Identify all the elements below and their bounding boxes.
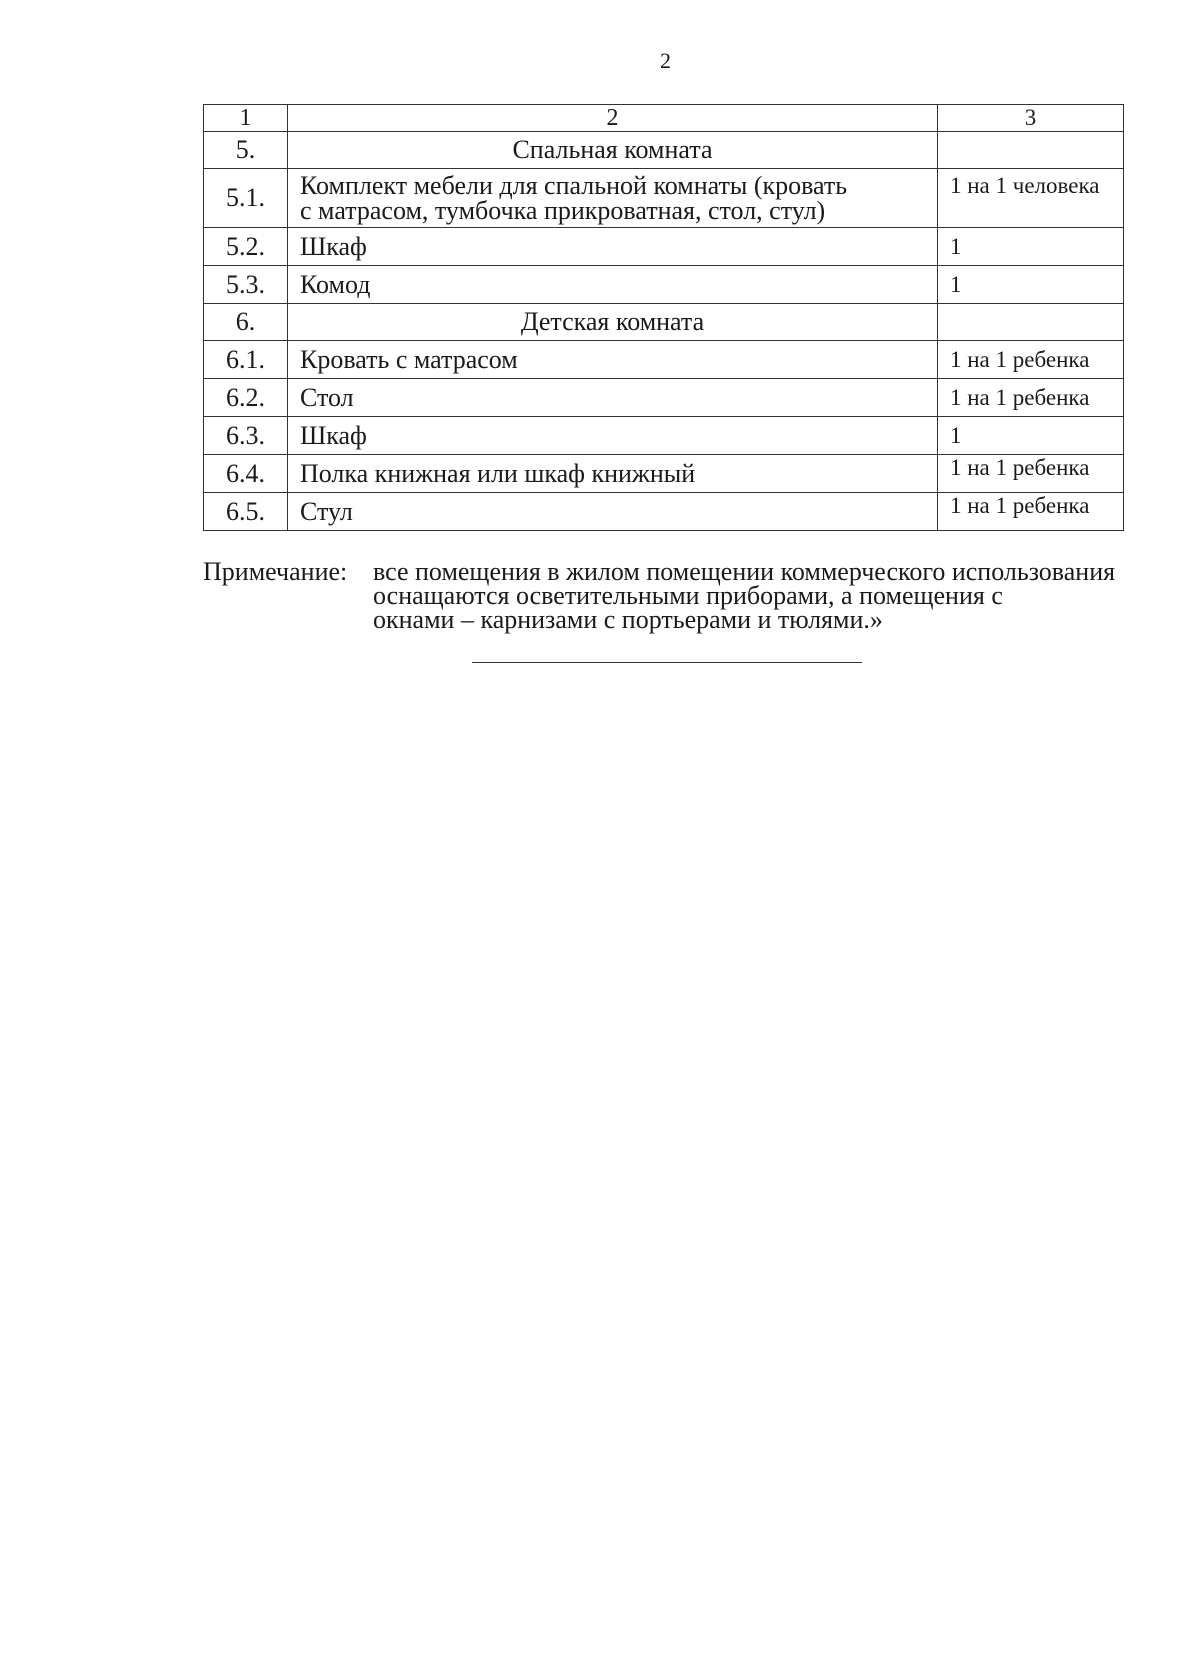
table-row (204, 228, 1124, 266)
row-item-line: Комплект мебели для спальной комнаты (кровать (300, 171, 848, 200)
row-item: Стол (288, 379, 938, 417)
row-quantity: 1 на 1 человека (938, 169, 1124, 228)
table-row (204, 341, 1124, 379)
row-item: Шкаф (288, 417, 938, 455)
row-quantity: 1 (938, 417, 1124, 455)
row-number: 6. (204, 304, 288, 341)
table-row (204, 169, 1124, 228)
row-quantity: 1 (938, 228, 1124, 266)
table-row-section (204, 132, 1124, 169)
table-row (204, 493, 1124, 531)
row-number: 6.2. (204, 379, 288, 417)
note-label: Примечание: (203, 557, 348, 586)
row-quantity: 1 на 1 ребенка (938, 379, 1124, 417)
table-header-row (204, 105, 1124, 132)
table-row-section (204, 304, 1124, 341)
row-item: Кровать с матрасом (288, 341, 938, 379)
row-item-line: с матрасом, тумбочка прикроватная, стол, стул) (300, 196, 826, 225)
row-number: 6.5. (204, 493, 288, 531)
separator-line (472, 662, 862, 663)
row-item: Полка книжная или шкаф книжный (288, 455, 938, 493)
row-number: 6.4. (204, 455, 288, 493)
table-row (204, 455, 1124, 493)
row-number: 5.2. (204, 228, 288, 266)
row-quantity (938, 132, 1124, 169)
note-line: окнами – карнизами с портьерами и тюлями.» (373, 605, 883, 634)
row-item: Шкаф (288, 228, 938, 266)
row-number: 6.1. (204, 341, 288, 379)
row-number: 5.3. (204, 266, 288, 304)
header-col-3: 3 (938, 105, 1124, 132)
row-quantity: 1 (938, 266, 1124, 304)
row-item: Комод (288, 266, 938, 304)
section-title: Детская комната (288, 304, 938, 341)
row-quantity (938, 304, 1124, 341)
table-row (204, 266, 1124, 304)
table-row (204, 417, 1124, 455)
row-quantity: 1 на 1 ребенка (938, 493, 1124, 531)
furniture-table (203, 104, 1124, 531)
header-col-2: 2 (288, 105, 938, 132)
header-col-1: 1 (204, 105, 288, 132)
row-quantity: 1 на 1 ребенка (938, 455, 1124, 493)
row-number: 5.1. (204, 169, 288, 228)
section-title: Спальная комната (288, 132, 938, 169)
table-row (204, 379, 1124, 417)
row-number: 6.3. (204, 417, 288, 455)
page-number: 2 (660, 48, 671, 73)
row-item (288, 169, 938, 228)
row-item: Стул (288, 493, 938, 531)
note-text (373, 557, 1133, 634)
row-quantity: 1 на 1 ребенка (938, 341, 1124, 379)
note-line: все помещения в жилом помещении коммерческого использования (373, 557, 1116, 586)
row-number: 5. (204, 132, 288, 169)
note-line: оснащаются осветительными приборами, а помещения с (373, 581, 1003, 610)
